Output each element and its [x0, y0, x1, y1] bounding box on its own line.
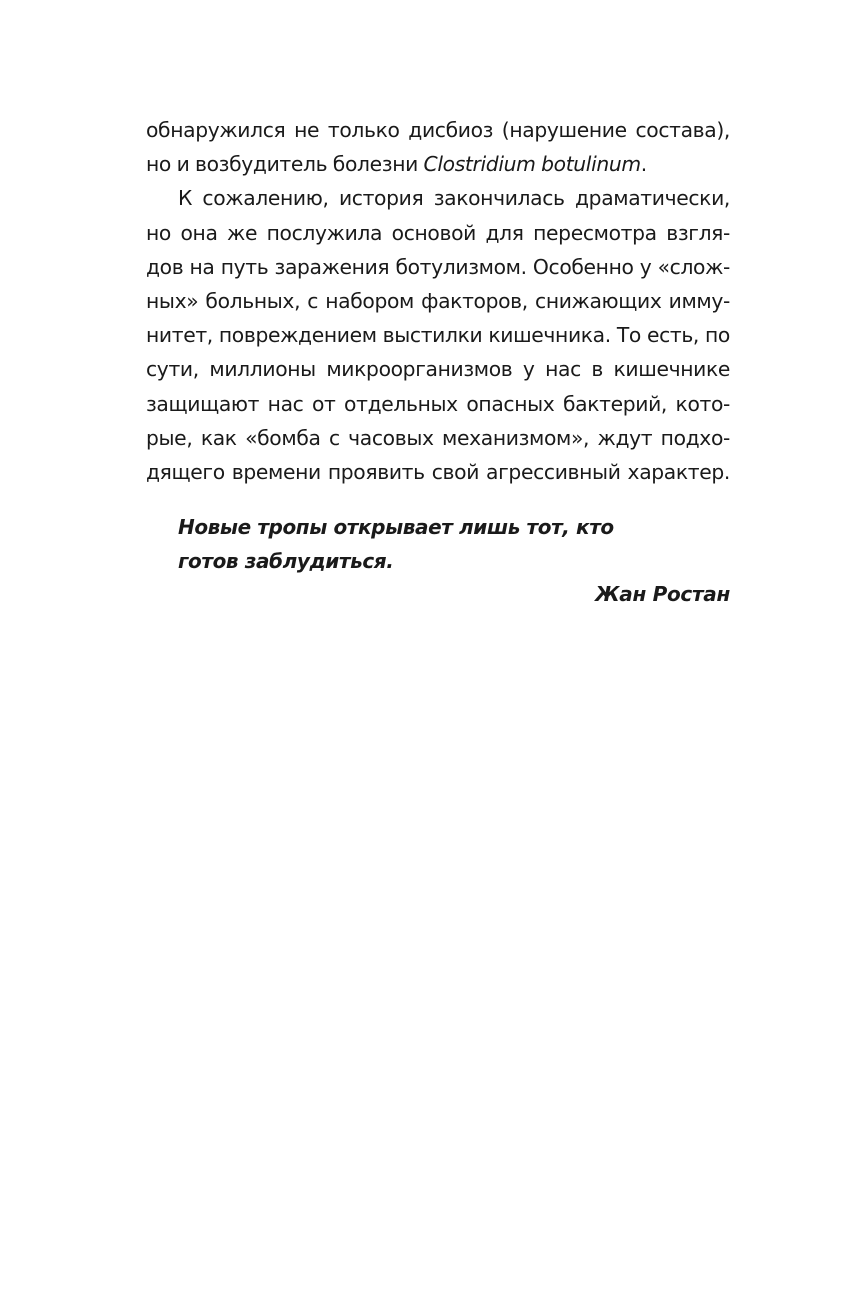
epigraph-line: Новые тропы открывает лишь тот, кто [178, 515, 614, 539]
body-line-punct: . [640, 152, 647, 177]
epigraph-author: Жан Ростан [595, 582, 730, 606]
body-line: обнаружился не только дисбиоз (нарушение состава), [146, 118, 730, 142]
body-line: ных» больных, с набором факторов, снижающих имму- [146, 288, 730, 313]
body-text [146, 113, 730, 489]
body-line: но она же послужила основой для пересмотра взгля- [146, 220, 730, 245]
species-name: Clostridium botulinum [423, 152, 641, 177]
body-line [146, 147, 730, 181]
paragraph-first-line: К сожалению, история закончилась драматически, [178, 186, 730, 211]
body-line: дов на путь заражения ботулизмом. Особенно у «слож- [146, 254, 730, 279]
body-line-text: но и возбудитель болезни [146, 152, 424, 177]
body-line: защищают нас от отдельных опасных бактерий, кото- [146, 391, 730, 416]
body-line: нитет, повреждением выстилки кишечника. То есть, по [146, 323, 730, 348]
body-line: дящего времени проявить свой агрессивный характер. [146, 459, 730, 484]
epigraph-quote [178, 510, 730, 578]
epigraph-line: готов заблудиться. [178, 549, 394, 573]
body-line: рые, как «бомба с часовых механизмом», ждут подхо- [146, 425, 730, 450]
body-line: сути, миллионы микроорганизмов у нас в кишечнике [146, 357, 730, 382]
